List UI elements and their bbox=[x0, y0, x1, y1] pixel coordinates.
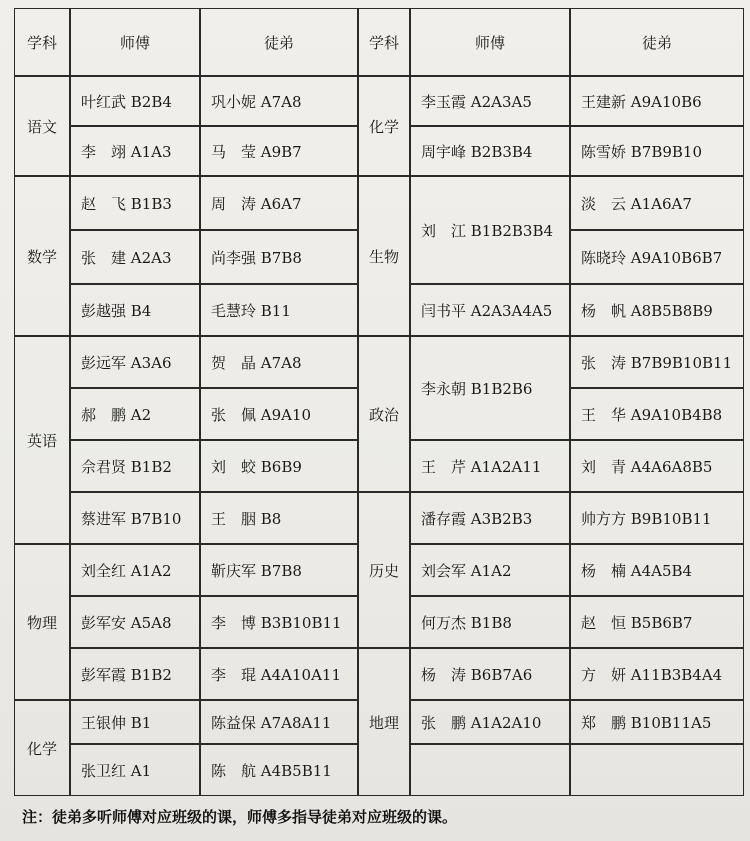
mentor-cell: 赵 飞 B1B3 bbox=[70, 176, 200, 230]
mentor-cell: 周宇峰 B2B3B4 bbox=[410, 126, 570, 176]
header-apprentice-right: 徒弟 bbox=[570, 8, 744, 76]
apprentice-cell: 郑 鹏 B10B11A5 bbox=[570, 700, 744, 744]
header-subject-right: 学科 bbox=[358, 8, 410, 76]
subject-cell: 物理 bbox=[14, 544, 70, 700]
mentor-cell: 彭军霞 B1B2 bbox=[70, 648, 200, 700]
mentor-cell: 何万杰 B1B8 bbox=[410, 596, 570, 648]
subject-cell: 英语 bbox=[14, 336, 70, 544]
subject-cell: 数学 bbox=[14, 176, 70, 336]
mentor-cell: 闫书平 A2A3A4A5 bbox=[410, 284, 570, 336]
mentor-cell: 彭军安 A5A8 bbox=[70, 596, 200, 648]
mentor-cell: 张 建 A2A3 bbox=[70, 230, 200, 284]
header-mentor-left: 师傅 bbox=[70, 8, 200, 76]
mentor-cell: 李玉霞 A2A3A5 bbox=[410, 76, 570, 126]
apprentice-cell: 周 涛 A6A7 bbox=[200, 176, 358, 230]
apprentice-cell: 赵 恒 B5B6B7 bbox=[570, 596, 744, 648]
apprentice-cell: 张 涛 B7B9B10B11 bbox=[570, 336, 744, 388]
subject-cell: 政治 bbox=[358, 336, 410, 492]
apprentice-cell: 马 莹 A9B7 bbox=[200, 126, 358, 176]
mentor-cell: 张卫红 A1 bbox=[70, 744, 200, 796]
mentor-cell: 彭远军 A3A6 bbox=[70, 336, 200, 388]
apprentice-cell: 陈晓玲 A9A10B6B7 bbox=[570, 230, 744, 284]
mentor-cell: 郝 鹏 A2 bbox=[70, 388, 200, 440]
apprentice-cell: 刘 青 A4A6A8B5 bbox=[570, 440, 744, 492]
empty-cell bbox=[570, 744, 744, 796]
mentor-cell: 李 翊 A1A3 bbox=[70, 126, 200, 176]
mentor-cell: 潘存霞 A3B2B3 bbox=[410, 492, 570, 544]
mentor-cell: 张 鹏 A1A2A10 bbox=[410, 700, 570, 744]
apprentice-cell: 杨 帆 A8B5B8B9 bbox=[570, 284, 744, 336]
apprentice-cell: 李 博 B3B10B11 bbox=[200, 596, 358, 648]
empty-cell bbox=[410, 744, 570, 796]
mentor-cell: 刘会军 A1A2 bbox=[410, 544, 570, 596]
apprentice-cell: 王 胭 B8 bbox=[200, 492, 358, 544]
apprentice-cell: 李 琨 A4A10A11 bbox=[200, 648, 358, 700]
subject-cell: 语文 bbox=[14, 76, 70, 176]
apprentice-cell: 王 华 A9A10B4B8 bbox=[570, 388, 744, 440]
apprentice-cell: 淡 云 A1A6A7 bbox=[570, 176, 744, 230]
apprentice-cell: 靳庆军 B7B8 bbox=[200, 544, 358, 596]
apprentice-cell: 尚李强 B7B8 bbox=[200, 230, 358, 284]
apprentice-cell: 陈益保 A7A8A11 bbox=[200, 700, 358, 744]
subject-cell: 化学 bbox=[358, 76, 410, 176]
mentor-cell: 叶红武 B2B4 bbox=[70, 76, 200, 126]
mentor-cell: 王银伸 B1 bbox=[70, 700, 200, 744]
mentor-cell: 王 芹 A1A2A11 bbox=[410, 440, 570, 492]
subject-cell: 化学 bbox=[14, 700, 70, 796]
mentor-cell: 佘君贤 B1B2 bbox=[70, 440, 200, 492]
mentor-cell: 杨 涛 B6B7A6 bbox=[410, 648, 570, 700]
apprentice-cell: 刘 蛟 B6B9 bbox=[200, 440, 358, 492]
subject-cell: 历史 bbox=[358, 492, 410, 648]
mentor-cell: 刘全红 A1A2 bbox=[70, 544, 200, 596]
subject-cell: 地理 bbox=[358, 648, 410, 796]
apprentice-cell: 毛慧玲 B11 bbox=[200, 284, 358, 336]
subject-cell: 生物 bbox=[358, 176, 410, 336]
mentor-cell: 蔡进军 B7B10 bbox=[70, 492, 200, 544]
apprentice-cell: 巩小妮 A7A8 bbox=[200, 76, 358, 126]
mentor-cell: 彭越强 B4 bbox=[70, 284, 200, 336]
mentor-cell: 刘 江 B1B2B3B4 bbox=[410, 176, 570, 284]
apprentice-cell: 王建新 A9A10B6 bbox=[570, 76, 744, 126]
apprentice-cell: 帅方方 B9B10B11 bbox=[570, 492, 744, 544]
apprentice-cell: 杨 楠 A4A5B4 bbox=[570, 544, 744, 596]
apprentice-cell: 张 佩 A9A10 bbox=[200, 388, 358, 440]
apprentice-cell: 陈雪娇 B7B9B10 bbox=[570, 126, 744, 176]
header-apprentice-left: 徒弟 bbox=[200, 8, 358, 76]
mentor-cell: 李永朝 B1B2B6 bbox=[410, 336, 570, 440]
apprentice-cell: 贺 晶 A7A8 bbox=[200, 336, 358, 388]
header-subject-left: 学科 bbox=[14, 8, 70, 76]
header-mentor-right: 师傅 bbox=[410, 8, 570, 76]
apprentice-cell: 陈 航 A4B5B11 bbox=[200, 744, 358, 796]
apprentice-cell: 方 妍 A11B3B4A4 bbox=[570, 648, 744, 700]
footnote: 注：徒弟多听师傅对应班级的课，师傅多指导徒弟对应班级的课。 bbox=[22, 808, 458, 826]
